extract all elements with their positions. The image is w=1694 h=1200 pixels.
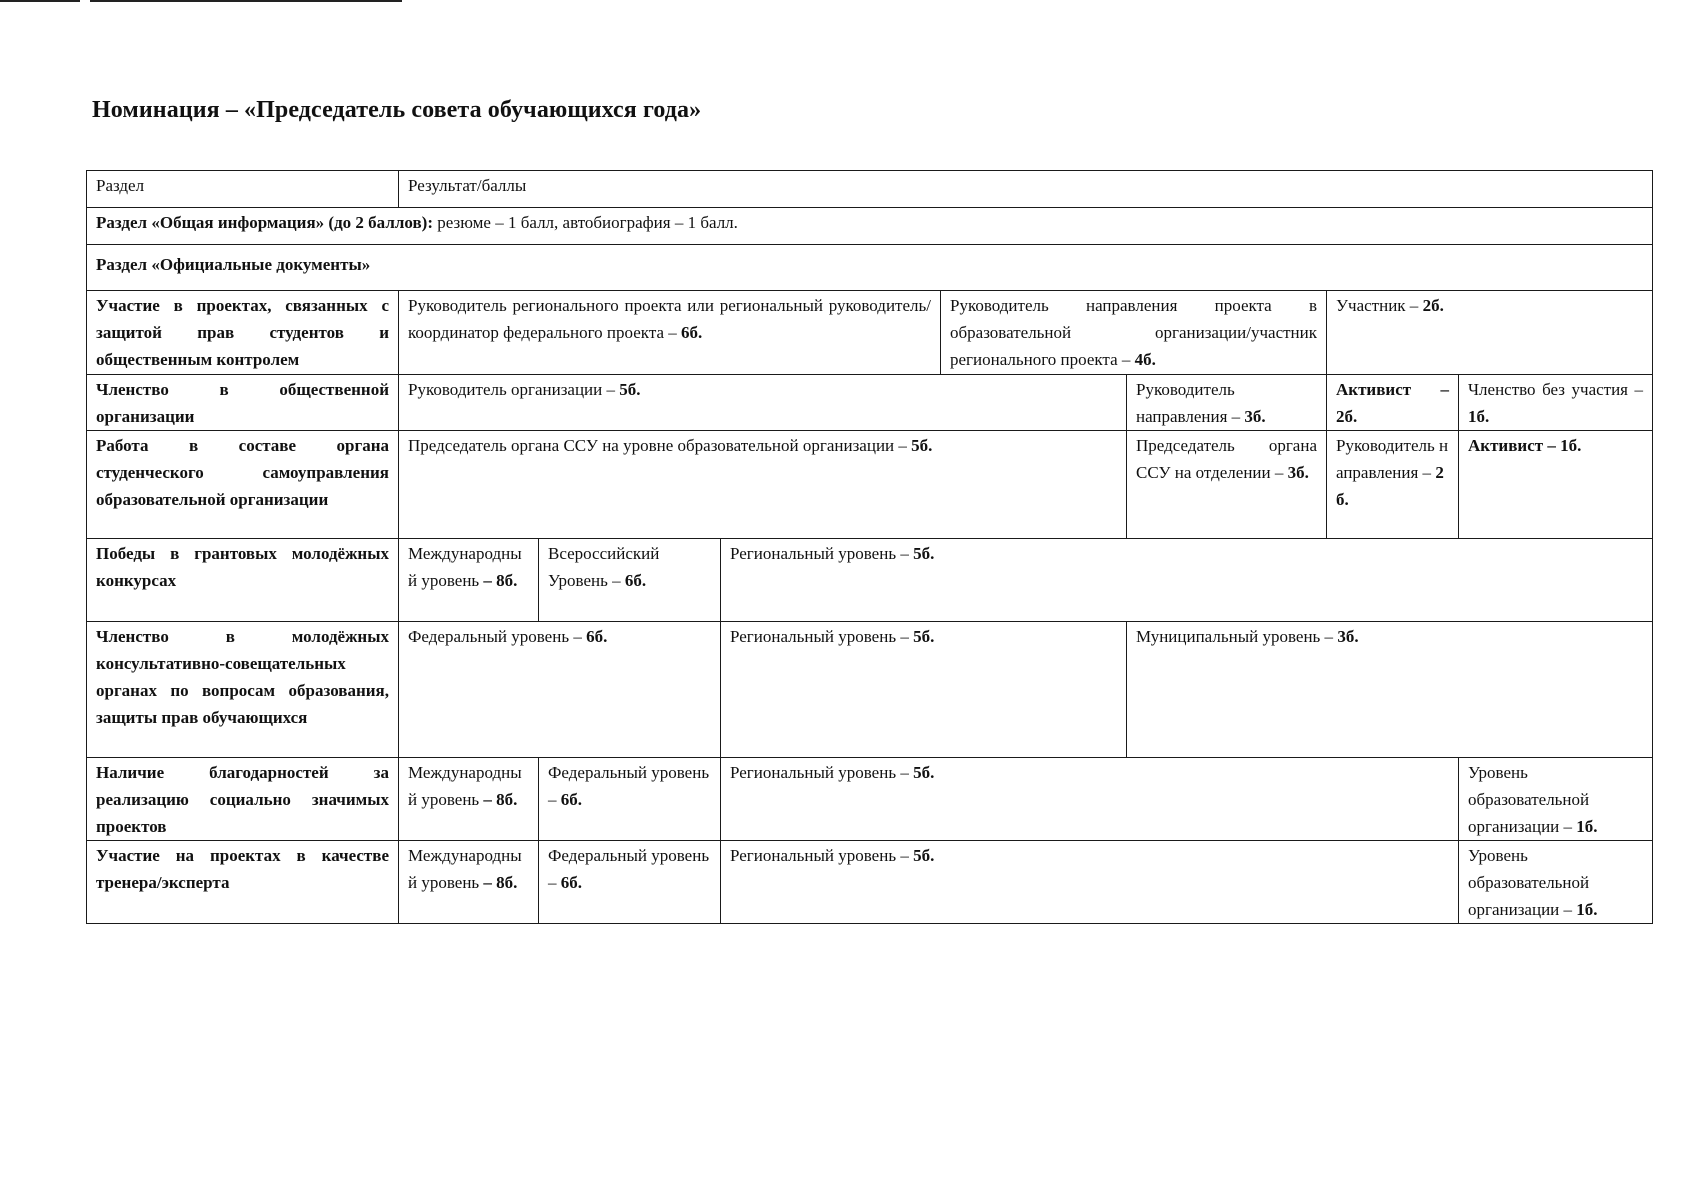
score-cell: Международный уровень – 8б. <box>399 841 539 924</box>
score-cell: Региональный уровень – 5б. <box>721 539 1653 622</box>
general-info-label: Раздел «Общая информация» (до 2 баллов): <box>96 213 433 232</box>
score-cell: Руководитель организации – 5б. <box>399 375 1127 431</box>
table-row <box>87 758 1653 841</box>
scan-top-line <box>90 0 402 2</box>
table-row <box>87 841 1653 924</box>
row-label: Участие в проектах, связанных с защитой прав студентов и общественным контролем <box>87 291 399 375</box>
score-cell: Председатель органа ССУ на отделении – 3б. <box>1127 431 1327 539</box>
score-cell: Активист – 1б. <box>1459 431 1653 539</box>
row-label: Победы в грантовых молодёжных конкурсах <box>87 539 399 622</box>
score-cell: Руководитель регионального проекта или региональный руководитель/координатор федерального проекта – 6б. <box>399 291 941 375</box>
score-cell: Международный уровень – 8б. <box>399 539 539 622</box>
score-cell: Федеральный уровень – 6б. <box>399 622 721 758</box>
score-cell: Участник – 2б. <box>1327 291 1653 375</box>
score-cell: Председатель органа ССУ на уровне образовательной организации – 5б. <box>399 431 1127 539</box>
table-row <box>87 539 1653 622</box>
score-cell: Членство без участия – 1б. <box>1459 375 1653 431</box>
score-cell: Федеральный уровень – 6б. <box>539 758 721 841</box>
general-info-cell <box>87 208 1653 245</box>
row-label: Участие на проектах в качестве тренера/эксперта <box>87 841 399 924</box>
score-cell: Активист – 2б. <box>1327 375 1459 431</box>
header-row <box>87 171 1653 208</box>
general-info-row <box>87 208 1653 245</box>
table-row <box>87 622 1653 758</box>
score-cell: Региональный уровень – 5б. <box>721 622 1127 758</box>
header-section: Раздел <box>87 171 399 208</box>
official-docs-heading: Раздел «Официальные документы» <box>87 245 1653 291</box>
score-cell: Муниципальный уровень – 3б. <box>1127 622 1653 758</box>
score-cell: Уровень образовательной организации – 1б. <box>1459 841 1653 924</box>
score-cell: Международный уровень – 8б. <box>399 758 539 841</box>
table-row <box>87 375 1653 431</box>
general-info-details: резюме – 1 балл, автобиография – 1 балл. <box>432 213 738 232</box>
score-cell: Региональный уровень – 5б. <box>721 841 1459 924</box>
header-result: Результат/баллы <box>399 171 1653 208</box>
score-cell: Региональный уровень – 5б. <box>721 758 1459 841</box>
page-title: Номинация – «Председатель совета обучающихся года» <box>92 97 702 123</box>
score-cell: Руководитель направления – 3б. <box>1127 375 1327 431</box>
criteria-table <box>86 170 1653 924</box>
scan-top-line <box>0 0 80 2</box>
table-row <box>87 431 1653 539</box>
score-cell: Руководитель направления – 2б. <box>1327 431 1459 539</box>
official-docs-row <box>87 245 1653 291</box>
row-label: Членство в молодёжных консультативно-совещательных органах по вопросам образования, защиты прав обучающихся <box>87 622 399 758</box>
score-cell: Федеральный уровень – 6б. <box>539 841 721 924</box>
row-label: Работа в составе органа студенческого самоуправления образовательной организации <box>87 431 399 539</box>
score-cell: Всероссийский Уровень – 6б. <box>539 539 721 622</box>
score-cell: Руководитель направления проекта в образовательной организации/участник регионального проекта – 4б. <box>941 291 1327 375</box>
score-cell: Уровень образовательной организации – 1б. <box>1459 758 1653 841</box>
row-label: Членство в общественной организации <box>87 375 399 431</box>
table-row <box>87 291 1653 375</box>
row-label: Наличие благодарностей за реализацию социально значимых проектов <box>87 758 399 841</box>
